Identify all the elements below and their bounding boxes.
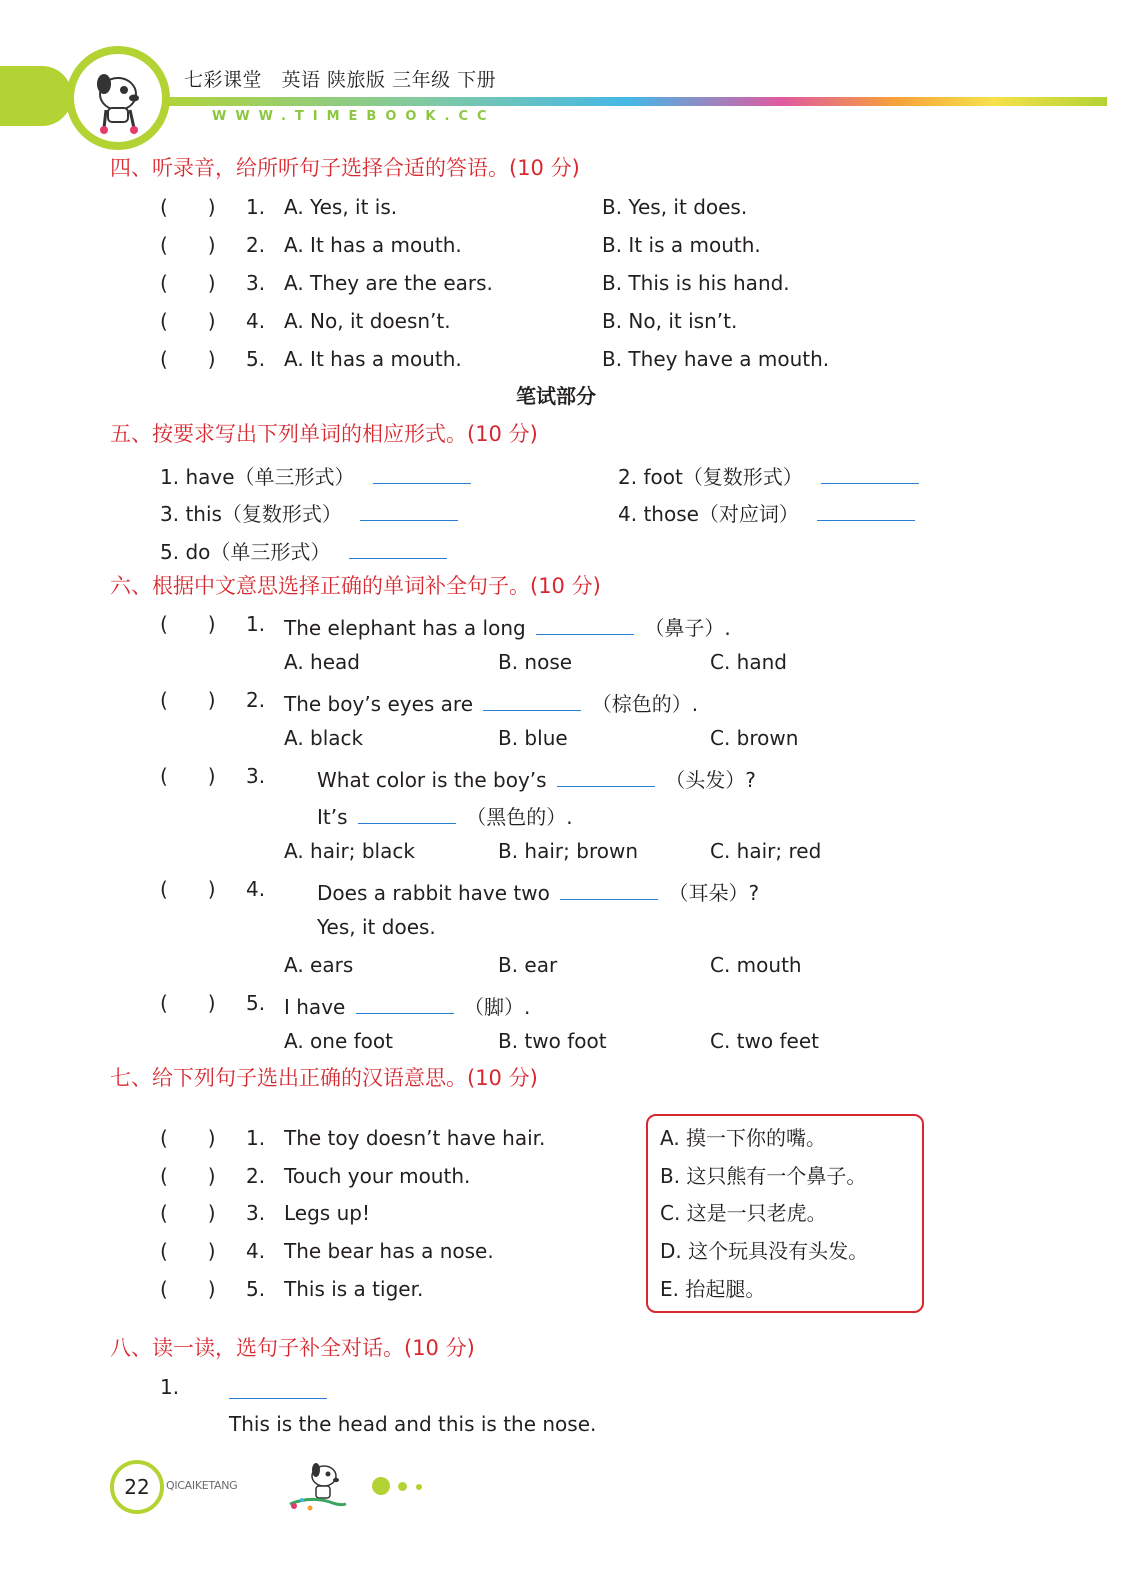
option-a: A. one foot <box>284 1029 393 1053</box>
footer-brand: QICAIKETANG <box>166 1479 238 1492</box>
option-a: A. black <box>284 726 364 750</box>
dog-mascot-icon <box>74 54 162 142</box>
option-b: B. No, it isn’t. <box>602 309 738 333</box>
option-a: A. hair; black <box>284 839 415 863</box>
page-number: 22 <box>110 1460 164 1514</box>
answer-blank[interactable] <box>358 803 456 824</box>
item-number: 2. <box>246 1164 266 1188</box>
sentence-end: （鼻子）. <box>644 616 731 640</box>
answer-blank[interactable] <box>817 500 915 521</box>
item-number: 4. <box>246 877 266 901</box>
answer-blank[interactable] <box>821 463 919 484</box>
sentence-start: I have <box>284 995 346 1019</box>
header-title: 七彩课堂 英语 陕旅版 三年级 下册 <box>184 69 497 91</box>
item-number: 3. <box>246 764 266 788</box>
sentence-end: （耳朵）? <box>668 881 760 905</box>
option-b: B. blue <box>498 726 568 750</box>
answer-paren[interactable]: ( ) <box>160 612 216 636</box>
sentence-start: The boy’s eyes are <box>284 692 474 716</box>
item-number: 1. <box>246 612 266 636</box>
section-6-title: 六、根据中文意思选择正确的单词补全句子。(10 分) <box>110 574 601 598</box>
option-b: B. It is a mouth. <box>602 233 761 257</box>
sentence-end: （头发）? <box>665 768 756 792</box>
section-8-title: 八、读一读，选句子补全对话。(10 分) <box>110 1336 475 1360</box>
chinese-option: B. 这只熊有一个鼻子。 <box>660 1164 867 1188</box>
section-5-item <box>618 463 919 487</box>
header-rainbow-bar <box>150 97 1107 106</box>
section-5-item <box>160 500 458 524</box>
item-prompt: 3. this（复数形式） <box>160 502 342 526</box>
english-sentence: The toy doesn’t have hair. <box>284 1126 546 1150</box>
header-url: WWW.TIMEBOOK.CC <box>212 109 496 124</box>
dialogue-line: This is the head and this is the nose. <box>229 1412 597 1436</box>
answer-sentence <box>317 803 573 827</box>
option-a: A. No, it doesn’t. <box>284 309 451 333</box>
answer-paren[interactable]: ( ) <box>160 1277 216 1301</box>
option-b: B. hair; brown <box>498 839 638 863</box>
item-number: 4. <box>246 1239 266 1263</box>
sentence-end: （脚）. <box>464 995 531 1019</box>
answer-blank[interactable] <box>483 690 581 711</box>
english-sentence: Touch your mouth. <box>284 1164 471 1188</box>
answer-paren[interactable]: ( ) <box>160 1126 216 1150</box>
chinese-option: C. 这是一只老虎。 <box>660 1201 827 1225</box>
sentence-start: What color is the boy’s <box>317 768 547 792</box>
answer-paren[interactable]: ( ) <box>160 195 216 219</box>
item-number: 5. <box>246 991 266 1015</box>
item-number: 3. <box>246 271 266 295</box>
answer-blank[interactable] <box>349 538 447 559</box>
option-c: C. hair; red <box>710 839 822 863</box>
option-a: A. It has a mouth. <box>284 347 462 371</box>
section-4-title: 四、听录音，给所听句子选择合适的答语。(10 分) <box>110 156 580 180</box>
option-b: B. They have a mouth. <box>602 347 830 371</box>
answer-blank[interactable] <box>356 993 454 1014</box>
answer-blank[interactable] <box>557 766 655 787</box>
dog-mascot-icon <box>280 1458 352 1514</box>
sentence-start: The elephant has a long <box>284 616 526 640</box>
question-sentence <box>317 766 756 790</box>
question-sentence <box>284 614 731 638</box>
answer-paren[interactable]: ( ) <box>160 347 216 371</box>
option-c: C. brown <box>710 726 799 750</box>
option-c: C. two feet <box>710 1029 819 1053</box>
item-number: 2. <box>246 233 266 257</box>
question-sentence <box>284 690 698 714</box>
answer-blank[interactable] <box>373 463 471 484</box>
english-sentence: This is a tiger. <box>284 1277 424 1301</box>
item-number: 1. <box>246 195 266 219</box>
sentence-start: It’s <box>317 805 348 829</box>
item-number: 1. <box>246 1126 266 1150</box>
item-prompt: 2. foot（复数形式） <box>618 465 803 489</box>
answer-paren[interactable]: ( ) <box>160 1201 216 1225</box>
item-prompt: 5. do（单三形式） <box>160 540 331 564</box>
item-prompt: 1. have（单三形式） <box>160 465 355 489</box>
answer-paren[interactable]: ( ) <box>160 309 216 333</box>
item-number: 1. <box>160 1375 180 1399</box>
english-sentence: Legs up! <box>284 1201 370 1225</box>
item-number: 4. <box>246 309 266 333</box>
answer-paren[interactable]: ( ) <box>160 991 216 1015</box>
item-prompt: 4. those（对应词） <box>618 502 799 526</box>
section-5-item <box>160 538 447 562</box>
answer-blank[interactable] <box>360 500 458 521</box>
question-sentence <box>284 993 530 1017</box>
option-c: C. mouth <box>710 953 802 977</box>
option-b: B. Yes, it does. <box>602 195 748 219</box>
answer-blank[interactable] <box>560 879 658 900</box>
option-b: B. two foot <box>498 1029 607 1053</box>
option-b: B. ear <box>498 953 558 977</box>
footer-dot-large <box>372 1477 390 1495</box>
footer-dot-medium <box>398 1482 407 1491</box>
chinese-option: D. 这个玩具没有头发。 <box>660 1239 869 1263</box>
answer-paren[interactable]: ( ) <box>160 271 216 295</box>
sentence-end: （黑色的）. <box>466 805 573 829</box>
chinese-option: E. 抬起腿。 <box>660 1277 766 1301</box>
answer-paren[interactable]: ( ) <box>160 764 216 788</box>
item-number: 2. <box>246 688 266 712</box>
section-5-item <box>618 500 915 524</box>
item-number: 3. <box>246 1201 266 1225</box>
sentence-start: Does a rabbit have two <box>317 881 550 905</box>
option-a: A. head <box>284 650 360 674</box>
answer-paren[interactable]: ( ) <box>160 1239 216 1263</box>
english-sentence: The bear has a nose. <box>284 1239 494 1263</box>
answer-blank[interactable] <box>229 1378 327 1399</box>
item-number: 5. <box>246 1277 266 1301</box>
mascot-logo <box>66 46 170 150</box>
footer-mascot <box>280 1458 352 1517</box>
sentence-end: （棕色的）. <box>591 692 699 716</box>
header-tab <box>0 66 72 126</box>
option-a: A. They are the ears. <box>284 271 493 295</box>
section-5-item <box>160 463 471 487</box>
section-7-title: 七、给下列句子选出正确的汉语意思。(10 分) <box>110 1066 538 1090</box>
written-part-heading: 笔试部分 <box>516 384 596 408</box>
option-c: C. hand <box>710 650 787 674</box>
option-a: A. It has a mouth. <box>284 233 462 257</box>
footer-dot-small <box>416 1484 422 1490</box>
answer-sentence: Yes, it does. <box>317 915 436 939</box>
option-a: A. Yes, it is. <box>284 195 398 219</box>
answer-paren[interactable]: ( ) <box>160 877 216 901</box>
answer-paren[interactable]: ( ) <box>160 1164 216 1188</box>
chinese-option: A. 摸一下你的嘴。 <box>660 1126 827 1150</box>
section-5-title: 五、按要求写出下列单词的相应形式。(10 分) <box>110 422 538 446</box>
option-b: B. This is his hand. <box>602 271 790 295</box>
answer-paren[interactable]: ( ) <box>160 233 216 257</box>
answer-blank[interactable] <box>536 614 634 635</box>
option-a: A. ears <box>284 953 354 977</box>
question-sentence <box>317 879 759 903</box>
answer-paren[interactable]: ( ) <box>160 688 216 712</box>
item-number: 5. <box>246 347 266 371</box>
option-b: B. nose <box>498 650 573 674</box>
